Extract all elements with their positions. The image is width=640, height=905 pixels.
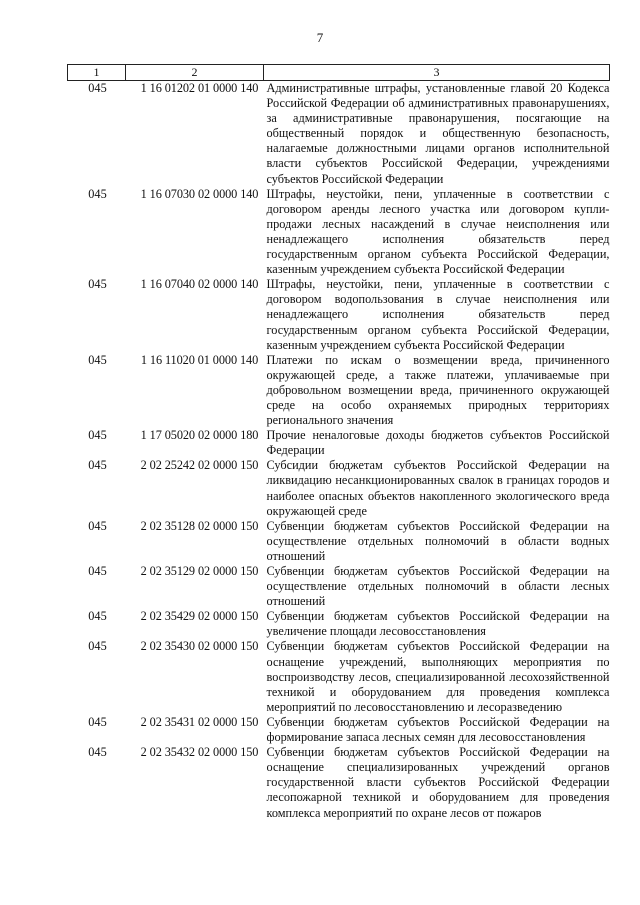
admin-code-cell: 045 xyxy=(88,458,107,473)
table-row xyxy=(68,187,610,278)
revenue-name-cell: Штрафы, неустойки, пени, уплаченные в соответствии с договором водопользования в случае неисполнения или ненадлежащего исполнения обязательств перед государственным органом субъекта Российской Федерации, казенным учреждением субъекта Российской Федерации xyxy=(266,277,610,352)
budget-code-cell: 2 02 35431 02 0000 150 xyxy=(140,714,259,729)
admin-code-cell: 045 xyxy=(88,609,107,624)
column-header-1: 1 xyxy=(68,65,126,81)
revenue-name-cell: Субвенции бюджетам субъектов Российской Федерации на оснащение учреждений, выполняющих мероприятия по воспроизводству лесов, специализированной лесохозяйственной техникой и оборудованием для проведения комплекса мероприятий по лесовосстановлению и лесоразведению xyxy=(266,639,610,714)
revenue-name-cell: Субсидии бюджетам субъектов Российской Федерации на ликвидацию несанкционированных свалок в границах городов и наиболее опасных объектов накопленного экологического вреда окружающей среде xyxy=(266,458,610,518)
budget-code-cell: 2 02 35129 02 0000 150 xyxy=(140,564,259,578)
budget-code-cell: 2 02 35128 02 0000 150 xyxy=(140,518,259,533)
table-body xyxy=(68,81,610,821)
table-row xyxy=(68,353,610,428)
table-row xyxy=(68,715,610,745)
budget-code-cell: 1 16 01202 01 0000 140 xyxy=(140,81,259,95)
admin-code-cell: 045 xyxy=(88,186,107,201)
table-row xyxy=(68,277,610,352)
admin-code-cell: 045 xyxy=(88,714,107,729)
budget-code-cell: 1 16 11020 01 0000 140 xyxy=(140,352,259,367)
page-number: 7 xyxy=(316,30,324,45)
admin-code-cell: 045 xyxy=(88,428,107,443)
column-header-3: 3 xyxy=(264,65,610,81)
budget-code-cell: 2 02 25242 02 0000 150 xyxy=(140,458,259,473)
admin-code-cell: 045 xyxy=(88,564,107,578)
revenue-name-cell: Субвенции бюджетам субъектов Российской Федерации на осуществление отдельных полномочий в области водных отношений xyxy=(266,518,610,563)
revenue-name-cell: Субвенции бюджетам субъектов Российской Федерации на осуществление отдельных полномочий в области лесных отношений xyxy=(266,564,610,609)
table-row xyxy=(68,81,610,187)
admin-code-cell: 045 xyxy=(88,352,107,367)
admin-code-cell: 045 xyxy=(88,81,107,95)
table-row xyxy=(68,745,610,820)
budget-code-cell: 1 16 07030 02 0000 140 xyxy=(140,186,259,201)
admin-code-cell: 045 xyxy=(88,518,107,533)
revenue-name-cell: Штрафы, неустойки, пени, уплаченные в соответствии с договором аренды лесного участка или договором купли-продажи лесных насаждений в случае неисполнения или ненадлежащего исполнения обязательств перед государственным органом субъекта Российской Федерации, казенным учреждением субъекта Российской Федерации xyxy=(266,186,610,277)
header-row xyxy=(68,65,610,81)
admin-code-cell: 045 xyxy=(88,745,107,760)
revenue-name-cell: Платежи по искам о возмещении вреда, причиненного окружающей среде, а также платежи, уплачиваемые при добровольном возмещении вреда, причиненного окружающей среде на особо охраняемых природных территориях регионального значения xyxy=(266,352,610,428)
revenue-name-cell: Прочие неналоговые доходы бюджетов субъектов Российской Федерации xyxy=(266,428,610,458)
table-header xyxy=(68,65,610,81)
table-row xyxy=(68,458,610,518)
table-row xyxy=(68,519,610,564)
revenue-name-cell: Субвенции бюджетам субъектов Российской Федерации на формирование запаса лесных семян для лесовосстановления xyxy=(266,714,610,745)
budget-code-cell: 2 02 35429 02 0000 150 xyxy=(140,609,259,624)
table-row xyxy=(68,609,610,639)
revenue-codes-table xyxy=(67,64,610,821)
revenue-name-cell: Субвенции бюджетам субъектов Российской Федерации на оснащение специализированных учреждений органов государственной власти субъектов Российской Федерации лесопожарной техникой и оборудованием для проведения комплекса мероприятий по охране лесов от пожаров xyxy=(266,745,610,820)
table-row xyxy=(68,428,610,458)
admin-code-cell: 045 xyxy=(88,639,107,654)
column-header-2: 2 xyxy=(126,65,264,81)
table-row xyxy=(68,564,610,609)
table-row xyxy=(68,639,610,714)
budget-code-cell: 2 02 35432 02 0000 150 xyxy=(140,745,259,760)
revenue-name-cell: Административные штрафы, установленные главой 20 Кодекса Российской Федерации об административных правонарушениях, за административные правонарушения, посягающие на общественный порядок и общественную безопасность, налагаемые должностными лицами органов исполнительной власти субъектов Российской Федерации, учреждениями субъектов Российской Федерации xyxy=(266,81,610,186)
budget-code-cell: 2 02 35430 02 0000 150 xyxy=(140,639,259,654)
admin-code-cell: 045 xyxy=(88,277,107,292)
budget-code-cell: 1 17 05020 02 0000 180 xyxy=(140,428,259,443)
revenue-name-cell: Субвенции бюджетам субъектов Российской Федерации на увеличение площади лесовосстановления xyxy=(266,609,610,639)
budget-code-cell: 1 16 07040 02 0000 140 xyxy=(140,277,259,292)
